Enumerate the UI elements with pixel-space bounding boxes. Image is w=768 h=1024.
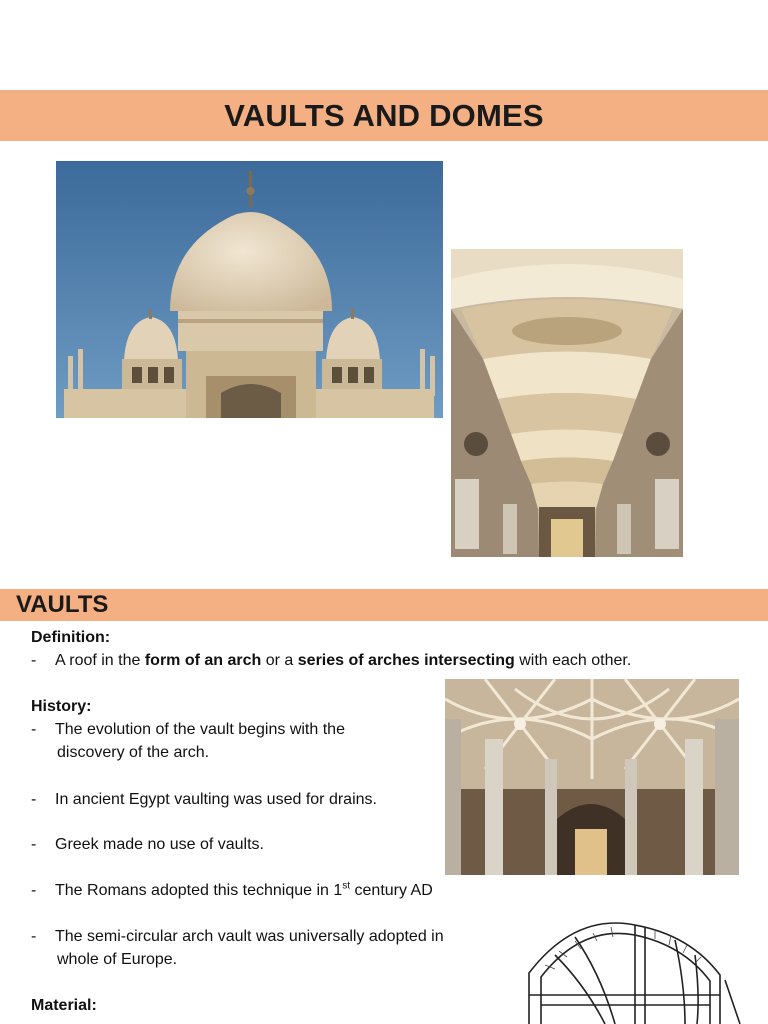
history-text-part: The Romans adopted this technique in 1	[55, 882, 343, 899]
vault-construction-drawing	[515, 905, 745, 1024]
bullet-dash: -	[31, 791, 37, 808]
definition-text	[55, 649, 631, 672]
section-banner	[0, 589, 768, 621]
bullet-dash: -	[31, 652, 37, 669]
definition-text-part: A roof in the	[55, 652, 145, 669]
bullet-dash: -	[31, 882, 37, 899]
history-label: History:	[31, 698, 92, 715]
history-item-line	[55, 879, 433, 902]
history-item-line: The semi-circular arch vault was universally adopted in	[55, 928, 444, 945]
bullet-dash: -	[31, 721, 37, 738]
history-text-part: century AD	[350, 882, 433, 899]
history-item-line: Greek made no use of vaults.	[55, 836, 264, 853]
superscript: st	[342, 880, 351, 892]
barrel-vault-ceiling-photo	[451, 249, 683, 557]
definition-text-part: with each other.	[514, 652, 632, 669]
title-banner	[0, 90, 768, 141]
history-item-line: In ancient Egypt vaulting was used for drains.	[55, 791, 377, 808]
history-item-line: discovery of the arch.	[57, 744, 210, 761]
taj-mahal-dome-photo	[56, 161, 443, 418]
definition-bold-part: form of an arch	[144, 652, 262, 669]
history-item-line: The evolution of the vault begins with the	[55, 721, 345, 738]
definition-text-part: or a	[261, 652, 298, 669]
history-item-line: whole of Europe.	[57, 951, 178, 968]
bullet-dash: -	[31, 928, 37, 945]
bullet-dash: -	[31, 836, 37, 853]
page-title: VAULTS AND DOMES	[224, 97, 544, 133]
definition-bold-part: series of arches intersecting	[297, 652, 515, 669]
definition-label: Definition:	[31, 629, 111, 646]
material-label: Material:	[31, 997, 97, 1014]
ribbed-vault-cloister-photo	[445, 679, 739, 875]
section-heading: VAULTS	[16, 591, 109, 618]
